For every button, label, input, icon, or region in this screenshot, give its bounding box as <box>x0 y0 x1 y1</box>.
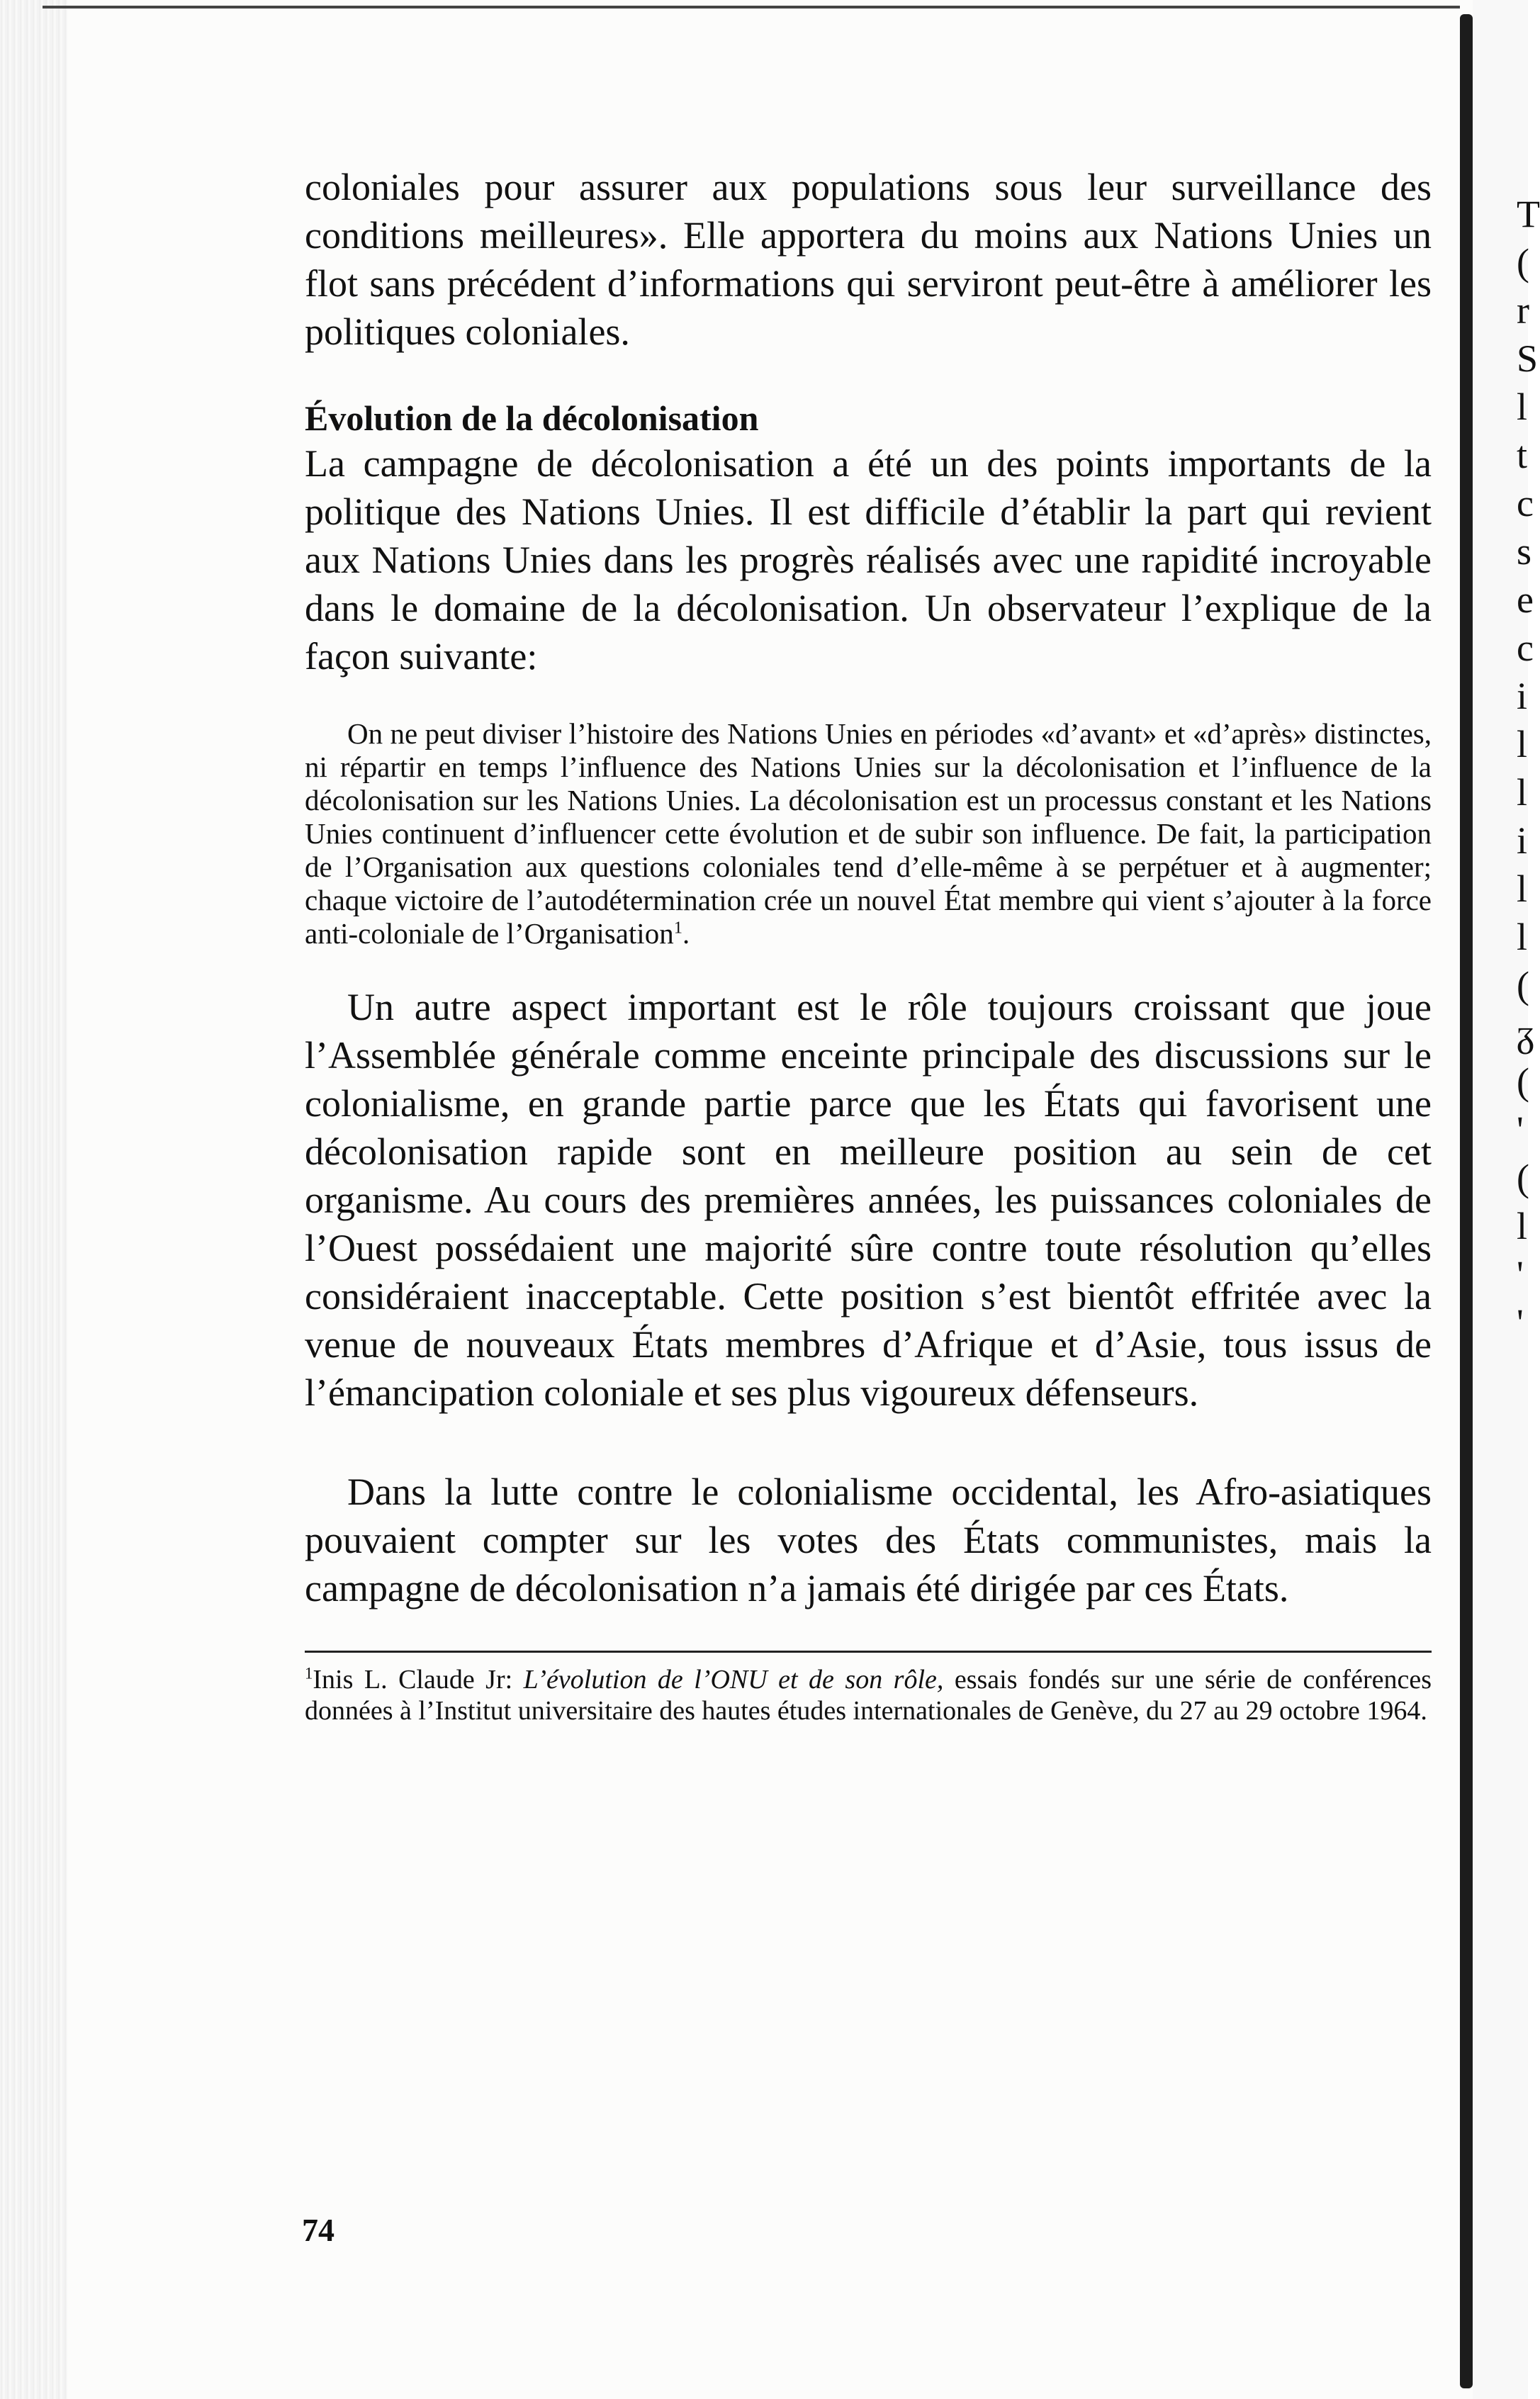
footnote-divider <box>305 1651 1432 1653</box>
block-quote <box>305 717 1432 950</box>
facing-page-letter: ' <box>1517 1253 1524 1296</box>
facing-page-letter: l <box>1517 386 1528 428</box>
facing-page-letter: ( <box>1517 1060 1529 1103</box>
facing-page-letter: l <box>1517 1205 1528 1247</box>
footnote-reference: 1 <box>673 918 682 938</box>
paragraph-3: Un autre aspect important est le rôle toujours croissant que joue l’Assemblée générale comme enceinte principale des discussions sur le colonialisme, en grande partie parce que les États qui favorisent une décolonisation rapide sont en meilleure position au sein de cet organisme. Au cours des premières années, les puissances coloniales de l’Ouest possédaient une majorité sûre contre toute résolution qu’elles considéraient inacceptable. Cette position s’est bientôt effritée avec la venue de nouveaux États membres d’Afrique et d’Asie, tous issus de l’émancipation coloniale et ses plus vigoureux défenseurs. <box>305 986 1432 1414</box>
facing-page-letter: c <box>1517 627 1534 669</box>
facing-page-letter: ( <box>1517 964 1529 1006</box>
facing-page-letter: l <box>1517 916 1528 958</box>
footnote <box>305 1664 1432 1726</box>
paragraph-4: Dans la lutte contre le colonialisme occidental, les Afro-asiatiques pouvaient compter sur les votes des États communistes, mais la campagne de décolonisation n’a jamais été dirigée par ces États. <box>305 1471 1432 1609</box>
facing-page-letter: s <box>1517 530 1532 573</box>
facing-page-letter: ' <box>1517 1108 1524 1151</box>
facing-page-letter: ( <box>1517 1157 1529 1199</box>
footnote-author: Inis L. Claude Jr: <box>313 1665 524 1695</box>
section-heading: Évolution de la décolonisation <box>305 398 759 438</box>
page-number: 74 <box>302 2212 335 2248</box>
paragraph-2: La campagne de décolonisation a été un des points importants de la politique des Nations Unies. Il est difficile d’établir la part qui revient aux Nations Unies dans les progrès réalisés avec une rapidité incroyable dans le domaine de la décolonisation. Un observateur l’explique de la façon suivante: <box>305 442 1432 678</box>
facing-page-letter: S <box>1517 337 1539 380</box>
scan-top-edge <box>43 6 1460 9</box>
footnote-title: L’évolution de l’ONU et de son rôle, <box>523 1665 944 1695</box>
facing-page-letter: l <box>1517 723 1528 765</box>
page-body <box>305 163 1432 1726</box>
facing-page-letter: ᵹ <box>1517 1012 1535 1055</box>
facing-page-letter: i <box>1517 819 1528 862</box>
facing-page-letter: t <box>1517 434 1528 476</box>
quote-text: On ne peut diviser l’histoire des Nations Unies en périodes «d’avant» et «d’après» distinctes, ni répartir en temps l’influence des Nations Unies sur la décolonisation et l’influence de la décolonisation sur les Nations Unies. La décolonisation est un processus constant et les Nations Unies continuent d’influencer cette évolution et de subir son influence. De fait, la participation de l’Organisation aux questions coloniales tend d’elle-même à se perpétuer et à augmenter; chaque victoire de l’autodétermination crée un nouvel État membre qui vient s’ajouter à la force anti-coloniale de l’Organisation <box>305 717 1432 950</box>
facing-page-letter: l <box>1517 867 1528 910</box>
facing-page-letter: ' <box>1517 1301 1524 1344</box>
facing-page-edge <box>1473 0 1540 2399</box>
paragraph-1: coloniales pour assurer aux populations sous leur surveillance des conditions meilleures». Elle apportera du moins aux Nations Unies un flot sans précédent d’informations qui serviront peut-être à améliorer les politiques coloniales. <box>305 166 1432 353</box>
facing-page-letter: T <box>1517 193 1540 235</box>
facing-page-letter: l <box>1517 771 1528 814</box>
quote-end: . <box>682 917 690 950</box>
footnote-rest: essais fondés sur une série de conférences données à l’Institut universitaire des hautes études internationales de Genève, du 27 au 29 octobre 1964. <box>305 1665 1432 1726</box>
facing-page-letter: e <box>1517 578 1534 621</box>
facing-page-letter: ( <box>1517 241 1529 283</box>
facing-page-letter: i <box>1517 675 1528 717</box>
book-spine-shadow <box>1460 14 1473 2388</box>
facing-page-letter: c <box>1517 482 1534 524</box>
facing-page-letter: r <box>1517 289 1529 332</box>
footnote-mark: 1 <box>305 1664 313 1682</box>
scan-left-edge <box>0 0 67 2399</box>
